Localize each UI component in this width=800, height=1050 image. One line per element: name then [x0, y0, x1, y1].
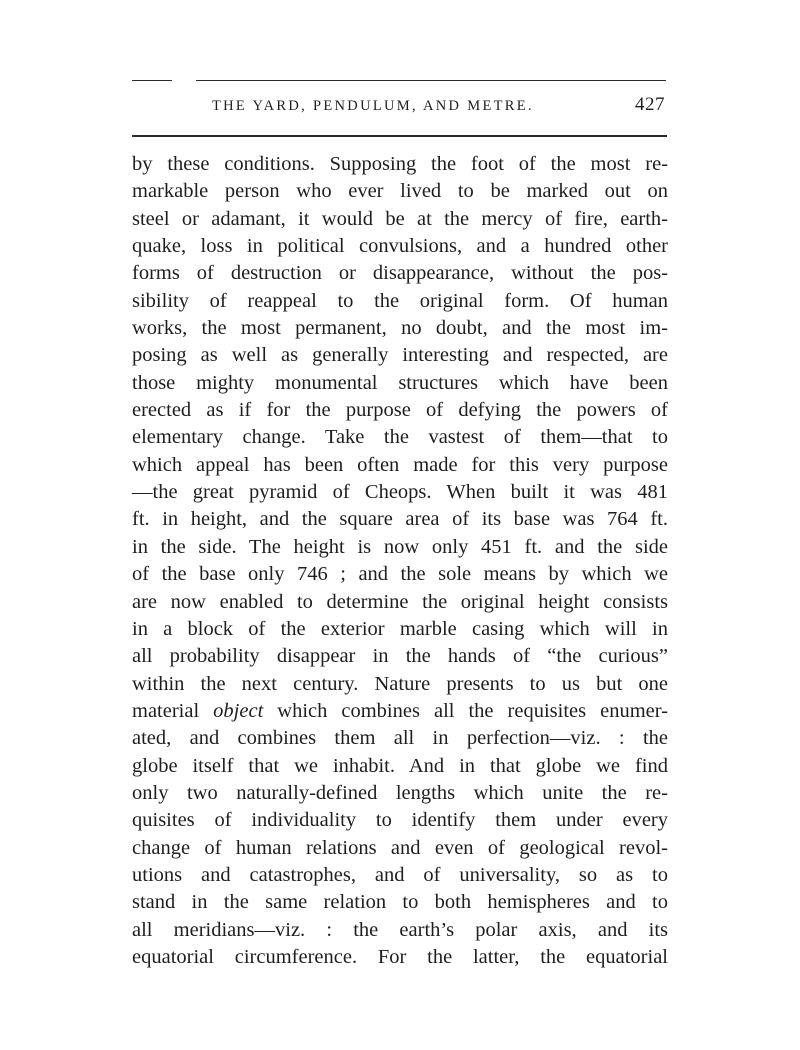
- text-segment: which combines all the requisites enumer-: [263, 699, 668, 722]
- text-line: all meridians—viz. : the earth’s polar axis, and its: [132, 918, 668, 941]
- text-line: markable person who ever lived to be marked out on: [132, 180, 668, 203]
- body-text: [132, 151, 668, 971]
- text-line: only two naturally-defined lengths which unite the re-: [132, 781, 668, 804]
- header-rule-top-left: [132, 80, 172, 81]
- italic-word: object: [213, 699, 264, 722]
- text-line: are now enabled to determine the original height consists: [132, 590, 668, 613]
- running-title: THE YARD, PENDULUM, AND METRE.: [212, 98, 534, 114]
- page-header: [132, 94, 667, 122]
- text-line: ated, and combines them all in perfection—viz. : the: [132, 727, 668, 750]
- text-line-with-italic: [132, 698, 668, 725]
- text-line: works, the most permanent, no doubt, and the most im-: [132, 317, 668, 340]
- text-line: forms of destruction or disappearance, without the pos-: [132, 262, 668, 285]
- text-segment: material: [132, 699, 214, 722]
- text-line: ft. in height, and the square area of its base was 764 ft.: [132, 508, 668, 531]
- text-line: sibility of reappeal to the original form. Of human: [132, 289, 668, 312]
- text-line: equatorial circumference. For the latter, the equatorial: [132, 945, 668, 968]
- text-line: steel or adamant, it would be at the mercy of fire, earth-: [132, 207, 668, 230]
- page-number: 427: [635, 94, 665, 115]
- text-line: those mighty monumental structures which have been: [132, 371, 668, 394]
- text-line: erected as if for the purpose of defying the powers of: [132, 399, 668, 422]
- text-line: which appeal has been often made for this very purpose: [132, 453, 668, 476]
- text-line: elementary change. Take the vastest of them—that to: [132, 426, 668, 449]
- text-line: posing as well as generally interesting and respected, are: [132, 344, 668, 367]
- text-line: in a block of the exterior marble casing which will in: [132, 617, 668, 640]
- text-line: within the next century. Nature presents to us but one: [132, 672, 668, 695]
- text-line: quisites of individuality to identify them under every: [132, 809, 668, 832]
- text-line: utions and catastrophes, and of universality, so as to: [132, 863, 668, 886]
- header-rule-top: [196, 80, 666, 81]
- text-line: quake, loss in political convulsions, and a hundred other: [132, 235, 668, 258]
- text-line: change of human relations and even of geological revol-: [132, 836, 668, 859]
- text-line: stand in the same relation to both hemispheres and to: [132, 891, 668, 914]
- text-line: by these conditions. Supposing the foot of the most re-: [132, 153, 668, 175]
- text-line: —the great pyramid of Cheops. When built it was 481: [132, 481, 668, 504]
- text-line: all probability disappear in the hands of “the curious”: [132, 645, 668, 668]
- text-line: of the base only 746 ; and the sole means by which we: [132, 563, 668, 586]
- header-rule-bottom: [132, 135, 667, 137]
- text-line: globe itself that we inhabit. And in that globe we find: [132, 754, 668, 777]
- text-line: in the side. The height is now only 451 ft. and the side: [132, 535, 668, 558]
